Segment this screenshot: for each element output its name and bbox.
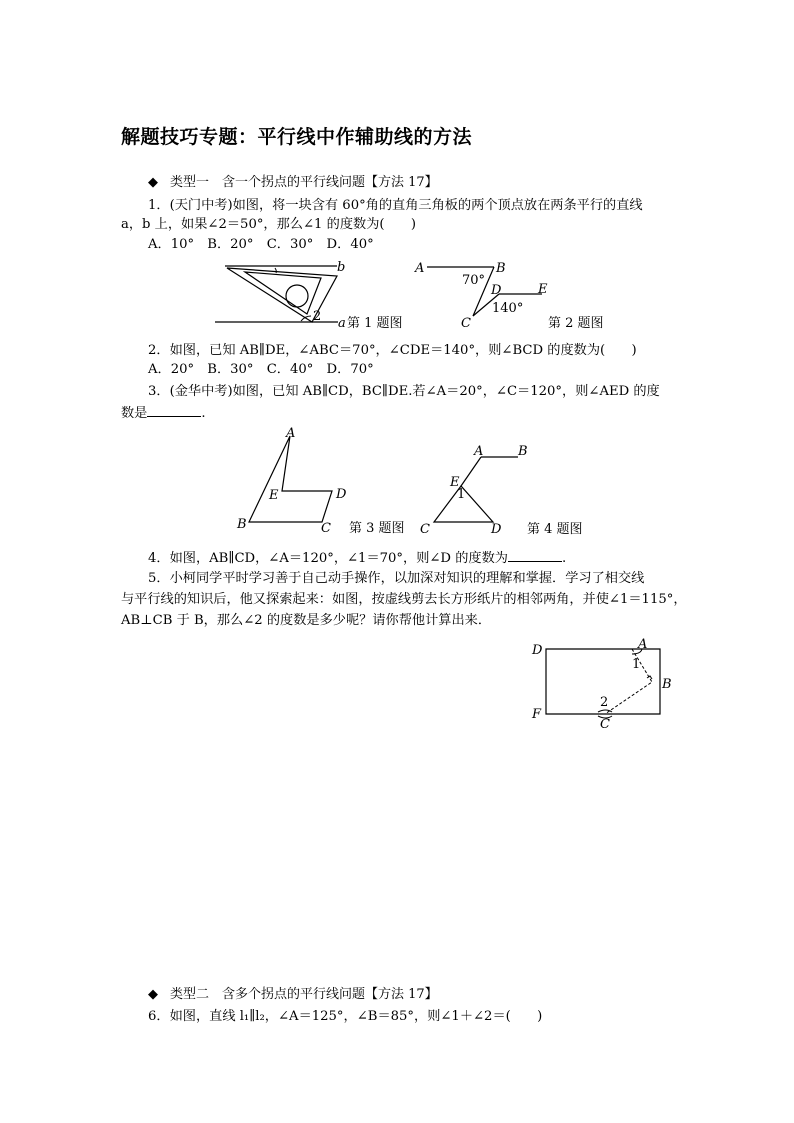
question-2-options: A．20° B．30° C．40° D．70° [148, 362, 374, 377]
figure-4-triangle [416, 440, 596, 540]
figure-2-angle-70: 70° [462, 273, 486, 288]
figure-4-label-A: A [474, 444, 484, 459]
figure-5-rectangle [528, 638, 688, 738]
question-5-line-1: 5．小柯同学平时学习善于自己动手操作，以加深对知识的理解和掌握．学习了相交线 [148, 571, 645, 586]
question-1-options: A．10° B．20° C．30° D．40° [148, 237, 374, 252]
figure-2-label-B: B [496, 261, 506, 276]
figure-1-label-2: 2 [313, 309, 322, 324]
figure-2-label-C: C [461, 316, 471, 331]
question-6-line-1: 6．如图，直线 l₁∥l₂，∠A＝125°，∠B＝85°，则∠1＋∠2＝( ) [148, 1009, 543, 1024]
question-4-line-1: 4．如图，AB∥CD，∠A＝120°，∠1＝70°，则∠D 的度数为 . [148, 551, 567, 566]
figure-2-label-A: A [415, 261, 425, 276]
section-heading-type2: ◆ 类型二 含多个拐点的平行线问题【方法 17】 [148, 987, 438, 1002]
figure-3-label-B: B [237, 517, 247, 532]
figure-3-label-C: C [321, 521, 331, 536]
figure-1-caption: 第 1 题图 [347, 316, 403, 331]
figure-1-label-a: a [338, 316, 346, 331]
figure-5-label-A: A [638, 637, 648, 652]
figure-3-label-D: D [336, 487, 347, 502]
figure-1-triangle-ruler [215, 258, 415, 338]
diamond-bullet-icon: ◆ [148, 175, 158, 190]
question-3-line-1: 3．(金华中考)如图，已知 AB∥CD，BC∥DE.若∠A＝20°，∠C＝120°，则∠AED 的度 [148, 384, 660, 399]
question-1-line-1: 1．(天门中考)如图，将一块含有 60°角的直角三角板的两个顶点放在两条平行的直线 [148, 198, 643, 213]
figure-5-label-1: 1 [632, 657, 641, 672]
question-2-line-1: 2．如图，已知 AB∥DE，∠ABC＝70°，∠CDE＝140°，则∠BCD 的度数为( ) [148, 343, 637, 358]
question-1-line-2: a，b 上，如果∠2＝50°，那么∠1 的度数为( ) [121, 217, 417, 232]
figure-3-caption: 第 3 题图 [349, 521, 405, 536]
figure-4-caption: 第 4 题图 [527, 522, 583, 537]
figure-3-label-A: A [286, 426, 296, 441]
figure-5-label-C: C [600, 717, 610, 732]
question-3-line-2: 数是 . [121, 406, 206, 421]
question-5-line-2: 与平行线的知识后，他又探索起来：如图，按虚线剪去长方形纸片的相邻两角，并使∠1＝115°， [121, 592, 687, 607]
answer-blank[interactable] [508, 549, 562, 562]
figure-1-label-b: b [337, 260, 346, 275]
figure-5-label-2: 2 [600, 695, 609, 710]
diamond-bullet-icon: ◆ [148, 987, 158, 1002]
figure-4-label-C: C [420, 522, 430, 537]
page-title: 解题技巧专题：平行线中作辅助线的方法 [121, 126, 473, 148]
figure-5-label-D: D [532, 643, 543, 658]
figure-4-label-B: B [518, 444, 528, 459]
section-heading-type1: ◆ 类型一 含一个拐点的平行线问题【方法 17】 [148, 175, 438, 190]
figure-5-label-B: B [662, 677, 672, 692]
figure-3-zigzag [235, 426, 405, 538]
figure-2-angle-140: 140° [492, 301, 524, 316]
figure-3-label-E: E [269, 488, 279, 503]
figure-4-label-E: E [450, 475, 460, 490]
figure-5-label-F: F [532, 707, 542, 722]
figure-2-label-E: E [538, 282, 548, 297]
figure-2-caption: 第 2 题图 [548, 316, 604, 331]
figure-2-parallel-lines [412, 258, 632, 338]
figure-4-label-1: 1 [457, 487, 466, 502]
figure-4-label-D: D [491, 522, 502, 537]
question-5-line-3: AB⊥CB 于 B，那么∠2 的度数是多少呢？请你帮他计算出来． [121, 613, 492, 628]
figure-2-label-D: D [491, 283, 502, 298]
answer-blank[interactable] [147, 404, 201, 417]
